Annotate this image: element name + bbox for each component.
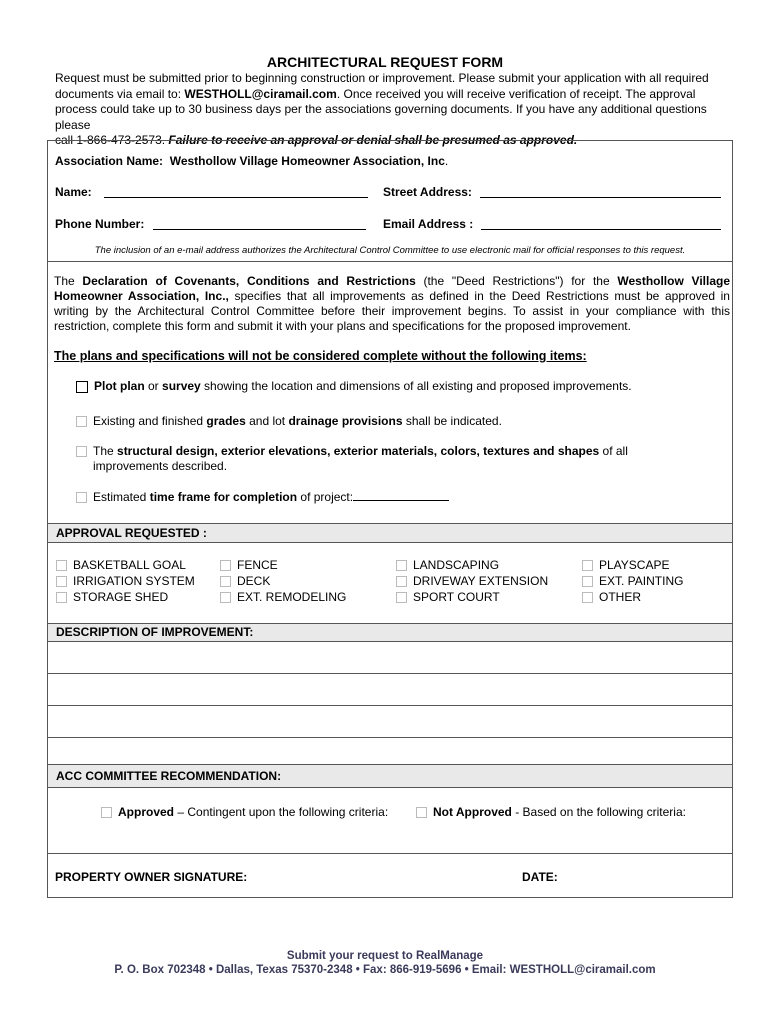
owner-signature-field[interactable] (288, 886, 508, 896)
option-label: IRRIGATION SYSTEM (73, 574, 195, 588)
checkbox[interactable] (396, 576, 407, 587)
checkbox[interactable] (220, 560, 231, 571)
footer-submit-line: Submit your request to RealManage (286, 950, 484, 962)
approval-column-2 (220, 557, 346, 605)
association-row (55, 154, 448, 168)
option-label: SPORT COURT (413, 590, 500, 604)
time-frame-field[interactable] (353, 489, 449, 501)
option-label: LANDSCAPING (413, 558, 500, 572)
intro-line-2-post: . Once received you will receive verification of receipt. The approval (336, 86, 696, 101)
plot-plan-text-1: or (144, 379, 163, 393)
decl-bold-1: Declaration of Covenants, Conditions and Restrictions (82, 274, 416, 288)
description-heading: DESCRIPTION OF IMPROVEMENT: (48, 623, 732, 642)
structural-text-3: improvements described. (93, 459, 228, 473)
checkbox[interactable] (56, 560, 67, 571)
option-basketball-goal[interactable] (56, 557, 195, 573)
option-storage-shed[interactable] (56, 589, 195, 605)
option-label: DRIVEWAY EXTENSION (413, 574, 549, 588)
date-label: DATE: (522, 870, 558, 884)
checkbox[interactable] (396, 592, 407, 603)
option-label: STORAGE SHED (73, 590, 169, 604)
option-deck[interactable] (220, 573, 346, 589)
grades-text-2: and lot (245, 414, 289, 428)
structural-bold: structural design, exterior elevations, exterior materials, colors, textures and shapes (117, 444, 600, 458)
intro-text (55, 71, 730, 149)
option-ext-remodeling[interactable] (220, 589, 346, 605)
intro-line-2-pre: documents via email to: (55, 86, 185, 101)
phone-label: Phone Number: (55, 217, 145, 231)
street-address-label: Street Address: (383, 185, 472, 199)
checklist-item-grades (76, 414, 502, 428)
checkbox[interactable] (582, 576, 593, 587)
divider (48, 261, 732, 262)
email-label: Email Address : (383, 217, 474, 231)
plans-heading: The plans and specifications will not be considered complete without the following items: (54, 349, 587, 363)
decl-text-3: specifies that all improvements as defined in the Deed Restrictions must be approved in writing by the Architectural Control Committee before their improvement begins. To assist in your compliance with this restriction, complete this form and submit it with your plans and specifications for the proposed improvement. (54, 289, 730, 333)
acc-heading: ACC COMMITTEE RECOMMENDATION: (48, 764, 732, 788)
approval-requested-heading: APPROVAL REQUESTED : (48, 523, 732, 543)
grades-text-3: shall be indicated. (402, 414, 502, 428)
approved-label: Approved (118, 805, 175, 819)
acc-approved-option[interactable] (101, 805, 388, 819)
request-form (47, 140, 733, 898)
option-label: OTHER (599, 590, 641, 604)
footer-contact-line: P. O. Box 702348 • Dallas, Texas 75370-2348 • Fax: 866-919-5696 • Email: WESTHOLL@ciramail.com (114, 964, 656, 976)
option-label: FENCE (237, 558, 278, 572)
option-other[interactable] (582, 589, 683, 605)
option-label: DECK (237, 574, 271, 588)
decl-text-2: (the "Deed Restrictions") for the (415, 274, 618, 288)
checkbox[interactable] (582, 560, 593, 571)
time-frame-bold: time frame for completion (149, 490, 298, 504)
checklist-item-structural (76, 444, 628, 458)
time-frame-text-1: Estimated (93, 490, 150, 504)
structural-checkbox[interactable] (76, 446, 87, 457)
association-value: Westhollow Village Homeowner Association, Inc (169, 154, 445, 168)
checkbox[interactable] (396, 560, 407, 571)
intro-line-3: process could take up to 30 business days per the associations governing documents. If you have any additional questions please (55, 102, 707, 132)
decl-bold-2: Westhollow Village Homeowner Association, Inc., (54, 274, 730, 303)
option-label: BASKETBALL GOAL (73, 558, 186, 572)
approval-column-3 (396, 557, 548, 605)
approved-checkbox[interactable] (101, 807, 112, 818)
checkbox[interactable] (56, 576, 67, 587)
option-fence[interactable] (220, 557, 346, 573)
phone-field[interactable] (153, 218, 366, 230)
association-label: Association Name: (55, 154, 164, 168)
approved-criteria-text: – Contingent upon the following criteria: (174, 805, 389, 819)
option-label: PLAYSCAPE (599, 558, 670, 572)
form-title: ARCHITECTURAL REQUEST FORM (266, 54, 504, 70)
description-line-3[interactable] (48, 706, 732, 738)
checkbox[interactable] (582, 592, 593, 603)
time-frame-checkbox[interactable] (76, 492, 87, 503)
option-irrigation-system[interactable] (56, 573, 195, 589)
grades-bold: grades (206, 414, 246, 428)
plot-plan-text-2: showing the location and dimensions of all existing and proposed improvements. (200, 379, 632, 393)
option-driveway-extension[interactable] (396, 573, 548, 589)
time-frame-text-2: of project: (297, 490, 354, 504)
option-landscaping[interactable] (396, 557, 548, 573)
approval-column-1 (56, 557, 195, 605)
divider (48, 853, 732, 854)
not-approved-checkbox[interactable] (416, 807, 427, 818)
structural-text-2: of all (599, 444, 628, 458)
option-sport-court[interactable] (396, 589, 548, 605)
description-line-4[interactable] (48, 738, 732, 764)
survey-bold: survey (162, 379, 201, 393)
acc-not-approved-option[interactable] (416, 805, 686, 819)
submission-email: WESTHOLL@ciramail.com (184, 86, 337, 101)
intro-line-4: call 1-866-473-2573. (55, 133, 169, 147)
grades-checkbox[interactable] (76, 416, 87, 427)
plot-plan-checkbox[interactable] (76, 381, 88, 393)
declaration-paragraph (54, 274, 730, 334)
plot-plan-bold: Plot plan (94, 379, 145, 393)
association-suffix: . (444, 154, 449, 168)
date-field[interactable] (568, 886, 718, 896)
decl-text-1: The (54, 274, 83, 288)
owner-signature-label: PROPERTY OWNER SIGNATURE: (55, 870, 248, 884)
checkbox[interactable] (220, 592, 231, 603)
approval-warning: Failure to receive an approval or denial shall be presumed as approved. (168, 133, 578, 147)
name-label: Name: (55, 185, 92, 199)
grades-text-1: Existing and finished (93, 414, 207, 428)
checkbox[interactable] (56, 592, 67, 603)
option-label: EXT. PAINTING (599, 574, 684, 588)
name-field[interactable] (104, 186, 368, 198)
description-line-2[interactable] (48, 674, 732, 706)
checklist-item-time-frame (76, 489, 449, 504)
checklist-item-plot-plan (76, 379, 632, 393)
approval-column-4 (582, 557, 683, 605)
option-label: EXT. REMODELING (237, 590, 347, 604)
street-address-field[interactable] (480, 186, 721, 198)
email-field[interactable] (481, 218, 721, 230)
structural-text-1: The (93, 444, 118, 458)
intro-line-1: Request must be submitted prior to beginning construction or improvement. Please submit your application with all required (55, 71, 709, 85)
option-ext-painting[interactable] (582, 573, 683, 589)
not-approved-label: Not Approved (433, 805, 512, 819)
description-line-1[interactable] (48, 642, 732, 674)
checkbox[interactable] (220, 576, 231, 587)
option-playscape[interactable] (582, 557, 683, 573)
email-authorization-notice: The inclusion of an e-mail address authorizes the Architectural Control Committee to use electronic mail for official responses to this request. (94, 245, 686, 256)
drainage-bold: drainage provisions (288, 414, 403, 428)
not-approved-criteria-text: - Based on the following criteria: (511, 805, 686, 819)
